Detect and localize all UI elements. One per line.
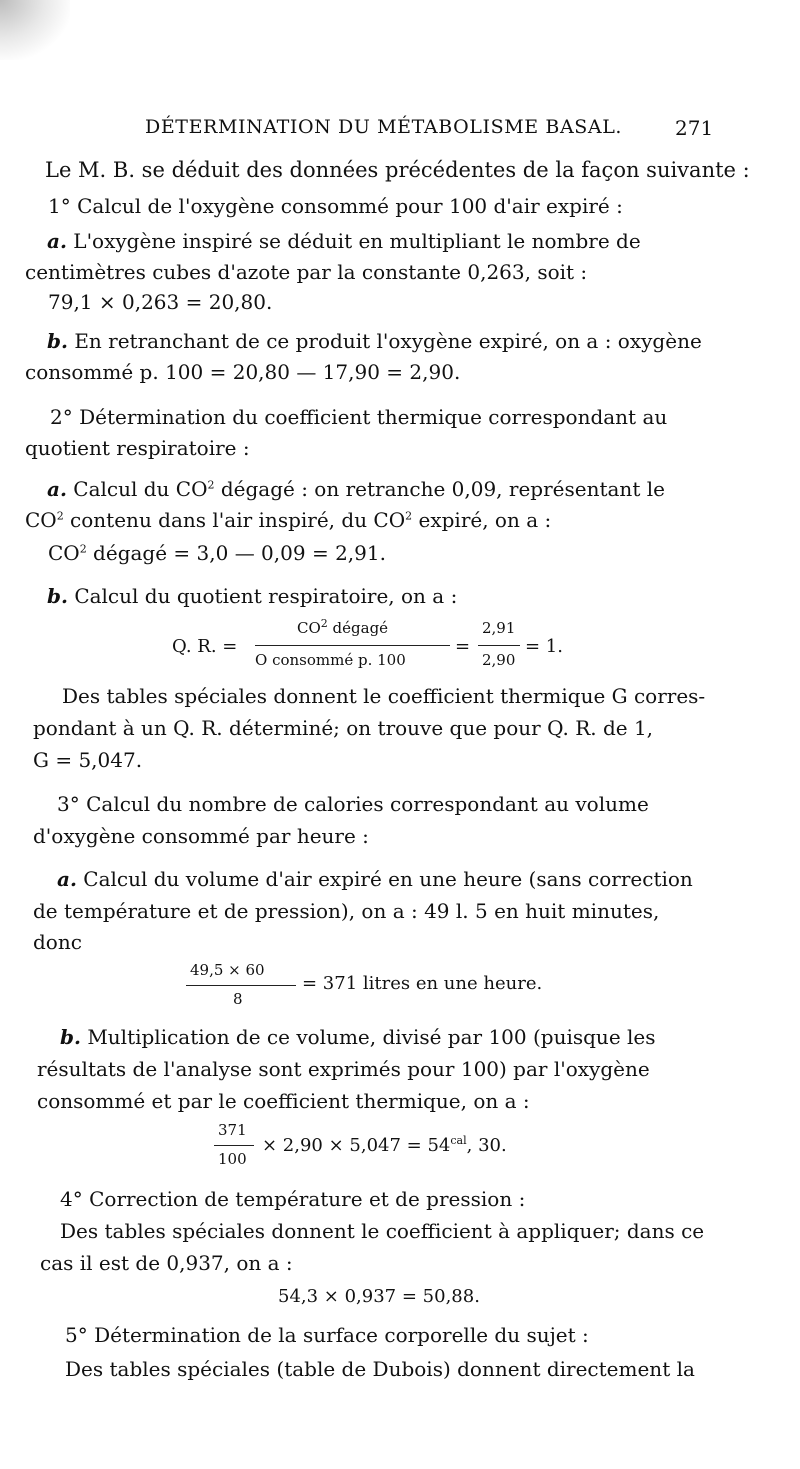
s1b-label: b. — [47, 329, 68, 353]
cal-superscript: cal — [450, 1134, 467, 1147]
qr-num-pre: CO — [297, 619, 321, 637]
s1a-formula: 79,1 × 0,263 = 20,80. — [48, 290, 273, 314]
s3b-line-1 — [60, 1027, 656, 1047]
cal-fraction-bar — [214, 1145, 254, 1146]
vol-denominator: 8 — [233, 990, 243, 1008]
section-3-number: 3° — [57, 792, 80, 816]
tables-line-2: pondant à un Q. R. déterminé; on trouve que pour Q. R. de 1, — [33, 716, 654, 740]
section-2-number: 2° — [50, 405, 73, 429]
section-1-number: 1° — [48, 194, 71, 218]
section-1-heading — [48, 196, 623, 216]
section-4-text-1: Correction de température et de pression : — [89, 1187, 526, 1211]
s2a-formula — [48, 543, 386, 563]
qr-denominator: O consommé p. 100 — [255, 651, 406, 669]
s1b-line-1 — [47, 331, 702, 351]
superscript-2: 2 — [79, 542, 87, 556]
qr-fraction-bar — [255, 645, 450, 646]
s1b-text-1: En retranchant de ce produit l'oxygène expiré, on a : oxygène — [74, 329, 702, 353]
cal-denominator: 100 — [218, 1150, 247, 1168]
s3a-label: a. — [57, 867, 77, 891]
vol-numerator: 49,5 × 60 — [190, 961, 265, 979]
s1b-line-2: consommé p. 100 = 20,80 — 17,90 = 2,90. — [25, 360, 461, 384]
s2b-text: Calcul du quotient respiratoire, on a : — [74, 584, 458, 608]
cal-formula-main: × 2,90 × 5,047 = 54 — [262, 1135, 451, 1156]
section-1-title: Calcul de l'oxygène consommé pour 100 d'air expiré : — [77, 194, 623, 218]
superscript-2: 2 — [207, 478, 215, 492]
section-2-text-1: Détermination du coefficient thermique correspondant au — [79, 405, 668, 429]
s2b-line — [47, 586, 457, 606]
s3a-line-2: de température et de pression), on a : 49 l. 5 en huit minutes, — [33, 899, 660, 923]
section-4-line-2: Des tables spéciales donnent le coefficient à appliquer; dans ce — [60, 1219, 705, 1243]
tables-line-3: G = 5,047. — [33, 748, 143, 772]
s3a-line-3: donc — [33, 930, 82, 954]
section-3-line-1 — [57, 794, 649, 814]
s2a-line2-mid: contenu dans l'air inspiré, du CO — [63, 508, 406, 532]
cal-formula — [262, 1134, 507, 1156]
qr-numerator — [297, 617, 389, 637]
section-2-line-2: quotient respiratoire : — [25, 436, 250, 460]
section-3-text-1: Calcul du nombre de calories correspondant au volume — [86, 792, 649, 816]
section-4-line-3: cas il est de 0,937, on a : — [40, 1251, 293, 1275]
s2a-text-post: dégagé : on retranche 0,09, représentant le — [214, 477, 665, 501]
s2a-text-pre: Calcul du CO — [73, 477, 208, 501]
qr-equals: = — [455, 636, 471, 657]
s2a-formula-post: dégagé = 3,0 — 0,09 = 2,91. — [86, 541, 386, 565]
section-3-line-2: d'oxygène consommé par heure : — [33, 824, 369, 848]
qr-result: = 1. — [525, 636, 563, 657]
running-title: DÉTERMINATION DU MÉTABOLISME BASAL. — [145, 116, 623, 138]
s2a-line-2 — [25, 510, 551, 530]
section-4-formula: 54,3 × 0,937 = 50,88. — [278, 1286, 480, 1307]
tables-line-1: Des tables spéciales donnent le coefficient thermique G corres- — [62, 684, 706, 708]
s3a-text-1: Calcul du volume d'air expiré en une heure (sans correction — [83, 867, 693, 891]
s1a-label: a. — [47, 229, 67, 253]
qr-lhs: Q. R. = — [172, 636, 238, 657]
qr-denominator-2: 2,90 — [482, 651, 516, 669]
s2a-line2-post: expiré, on a : — [412, 508, 552, 532]
section-4-line-1 — [60, 1189, 525, 1209]
superscript-2: 2 — [320, 617, 328, 630]
cal-formula-end: , 30. — [466, 1135, 507, 1156]
section-2-line-1 — [50, 407, 667, 427]
vol-fraction-bar — [186, 985, 296, 986]
section-4-number: 4° — [60, 1187, 83, 1211]
scan-shadow — [0, 0, 70, 60]
s3b-line-3: consommé et par le coefficient thermique, on a : — [37, 1089, 530, 1113]
s1a-text-1: L'oxygène inspiré se déduit en multipliant le nombre de — [73, 229, 641, 253]
qr-numerator-2: 2,91 — [482, 619, 516, 637]
s2b-label: b. — [47, 584, 68, 608]
s3b-label: b. — [60, 1025, 81, 1049]
section-5-text-1: Détermination de la surface corporelle du sujet : — [94, 1323, 589, 1347]
s1a-line-1 — [47, 231, 641, 251]
vol-result: = 371 litres en une heure. — [302, 973, 543, 994]
s3a-line-1 — [57, 869, 693, 889]
section-5-number: 5° — [65, 1323, 88, 1347]
s3b-text-1: Multiplication de ce volume, divisé par 100 (puisque les — [87, 1025, 656, 1049]
qr-fraction-bar-2 — [478, 645, 520, 646]
s2a-formula-pre: CO — [48, 541, 80, 565]
section-5-line-1 — [65, 1325, 589, 1345]
superscript-2: 2 — [56, 509, 64, 523]
s2a-label: a. — [47, 477, 67, 501]
intro-line: Le M. B. se déduit des données précédentes de la façon suivante : — [45, 158, 750, 182]
cal-numerator: 371 — [218, 1121, 247, 1139]
qr-num-post: dégagé — [327, 619, 389, 637]
superscript-2: 2 — [405, 509, 413, 523]
page-number: 271 — [675, 116, 714, 140]
s2a-line-1 — [47, 479, 665, 499]
s1a-line-2: centimètres cubes d'azote par la constante 0,263, soit : — [25, 260, 588, 284]
s3b-line-2: résultats de l'analyse sont exprimés pour 100) par l'oxygène — [37, 1057, 650, 1081]
s2a-line2-pre: CO — [25, 508, 57, 532]
section-5-line-2: Des tables spéciales (table de Dubois) donnent directement la — [65, 1357, 695, 1381]
